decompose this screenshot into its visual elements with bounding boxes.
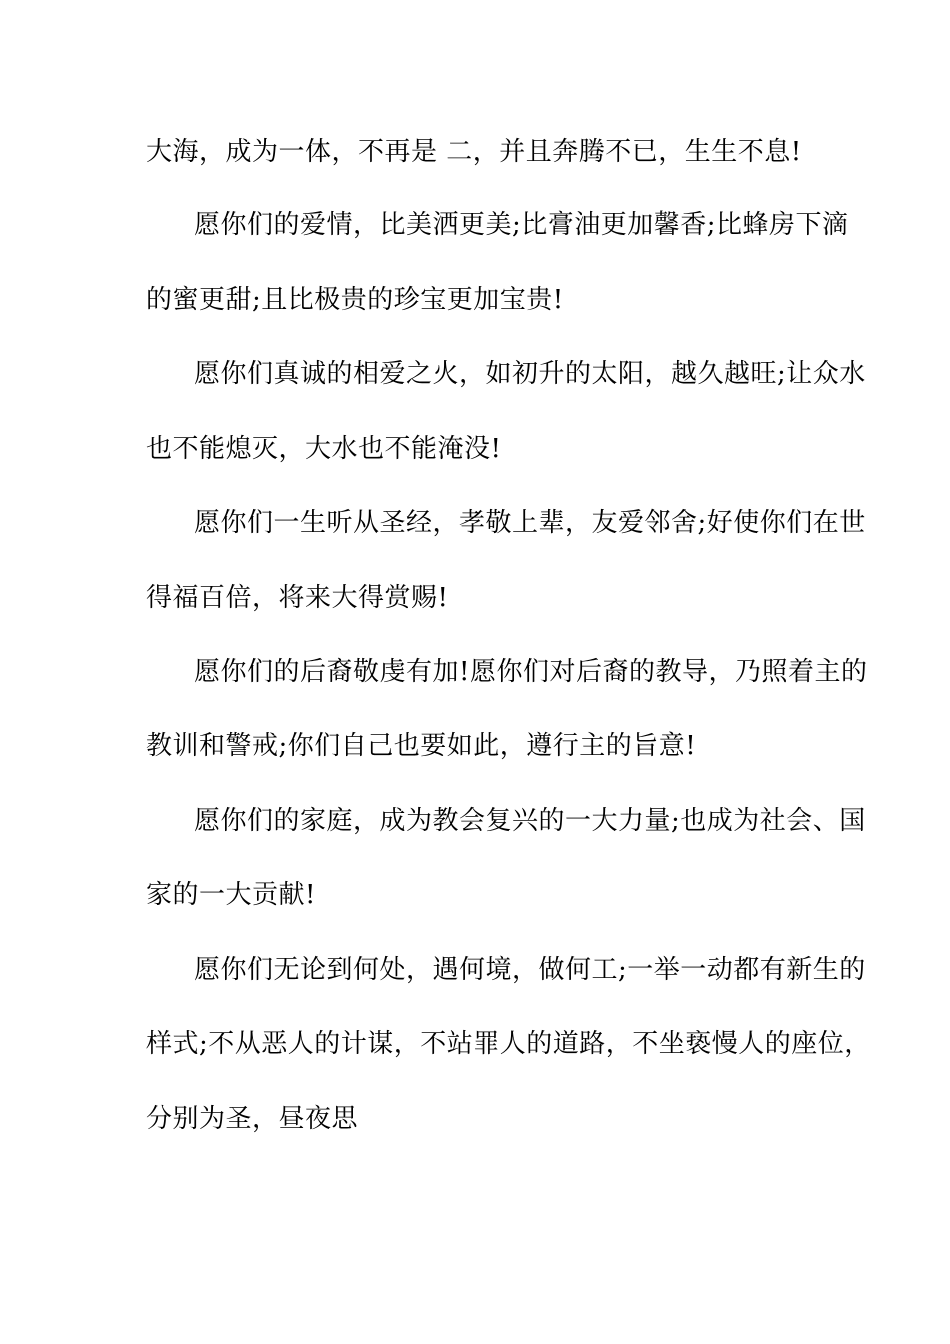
text-line: 分别为圣，昼夜思 xyxy=(146,1104,359,1134)
text-line: 教训和警戒;你们自己也要如此，遵行主的旨意! xyxy=(146,731,697,761)
paragraph-start-line: 愿你们真诚的相爱之火，如初升的太阳，越久越旺;让众水 xyxy=(194,359,866,389)
paragraph-start-line: 愿你们无论到何处，遇何境，做何工;一举一动都有新生的 xyxy=(194,955,866,985)
text-line: 家的一大贡献! xyxy=(146,880,316,910)
text-line: 的蜜更甜;且比极贵的珍宝更加宝贵! xyxy=(146,285,564,315)
paragraph-start-line: 愿你们一生听从圣经，孝敬上辈，友爱邻舍;好使你们在世 xyxy=(194,508,866,538)
paragraph-start-line: 愿你们的家庭，成为教会复兴的一大力量;也成为社会、国 xyxy=(194,806,866,836)
paragraph-start-line: 愿你们的后裔敬虔有加!愿你们对后裔的教导，乃照着主的 xyxy=(194,657,868,687)
text-line: 得福百倍，将来大得赏赐! xyxy=(146,583,449,613)
text-line: 大海，成为一体，不再是 二，并且奔腾不已，生生不息! xyxy=(146,137,802,167)
text-line: 也不能熄灭，大水也不能淹没! xyxy=(146,434,502,464)
text-line: 样式;不从恶人的计谋，不站罪人的道路，不坐亵慢人的座位， xyxy=(146,1029,871,1059)
paragraph-start-line: 愿你们的爱情，比美洒更美;比膏油更加馨香;比蜂房下滴 xyxy=(194,210,849,240)
